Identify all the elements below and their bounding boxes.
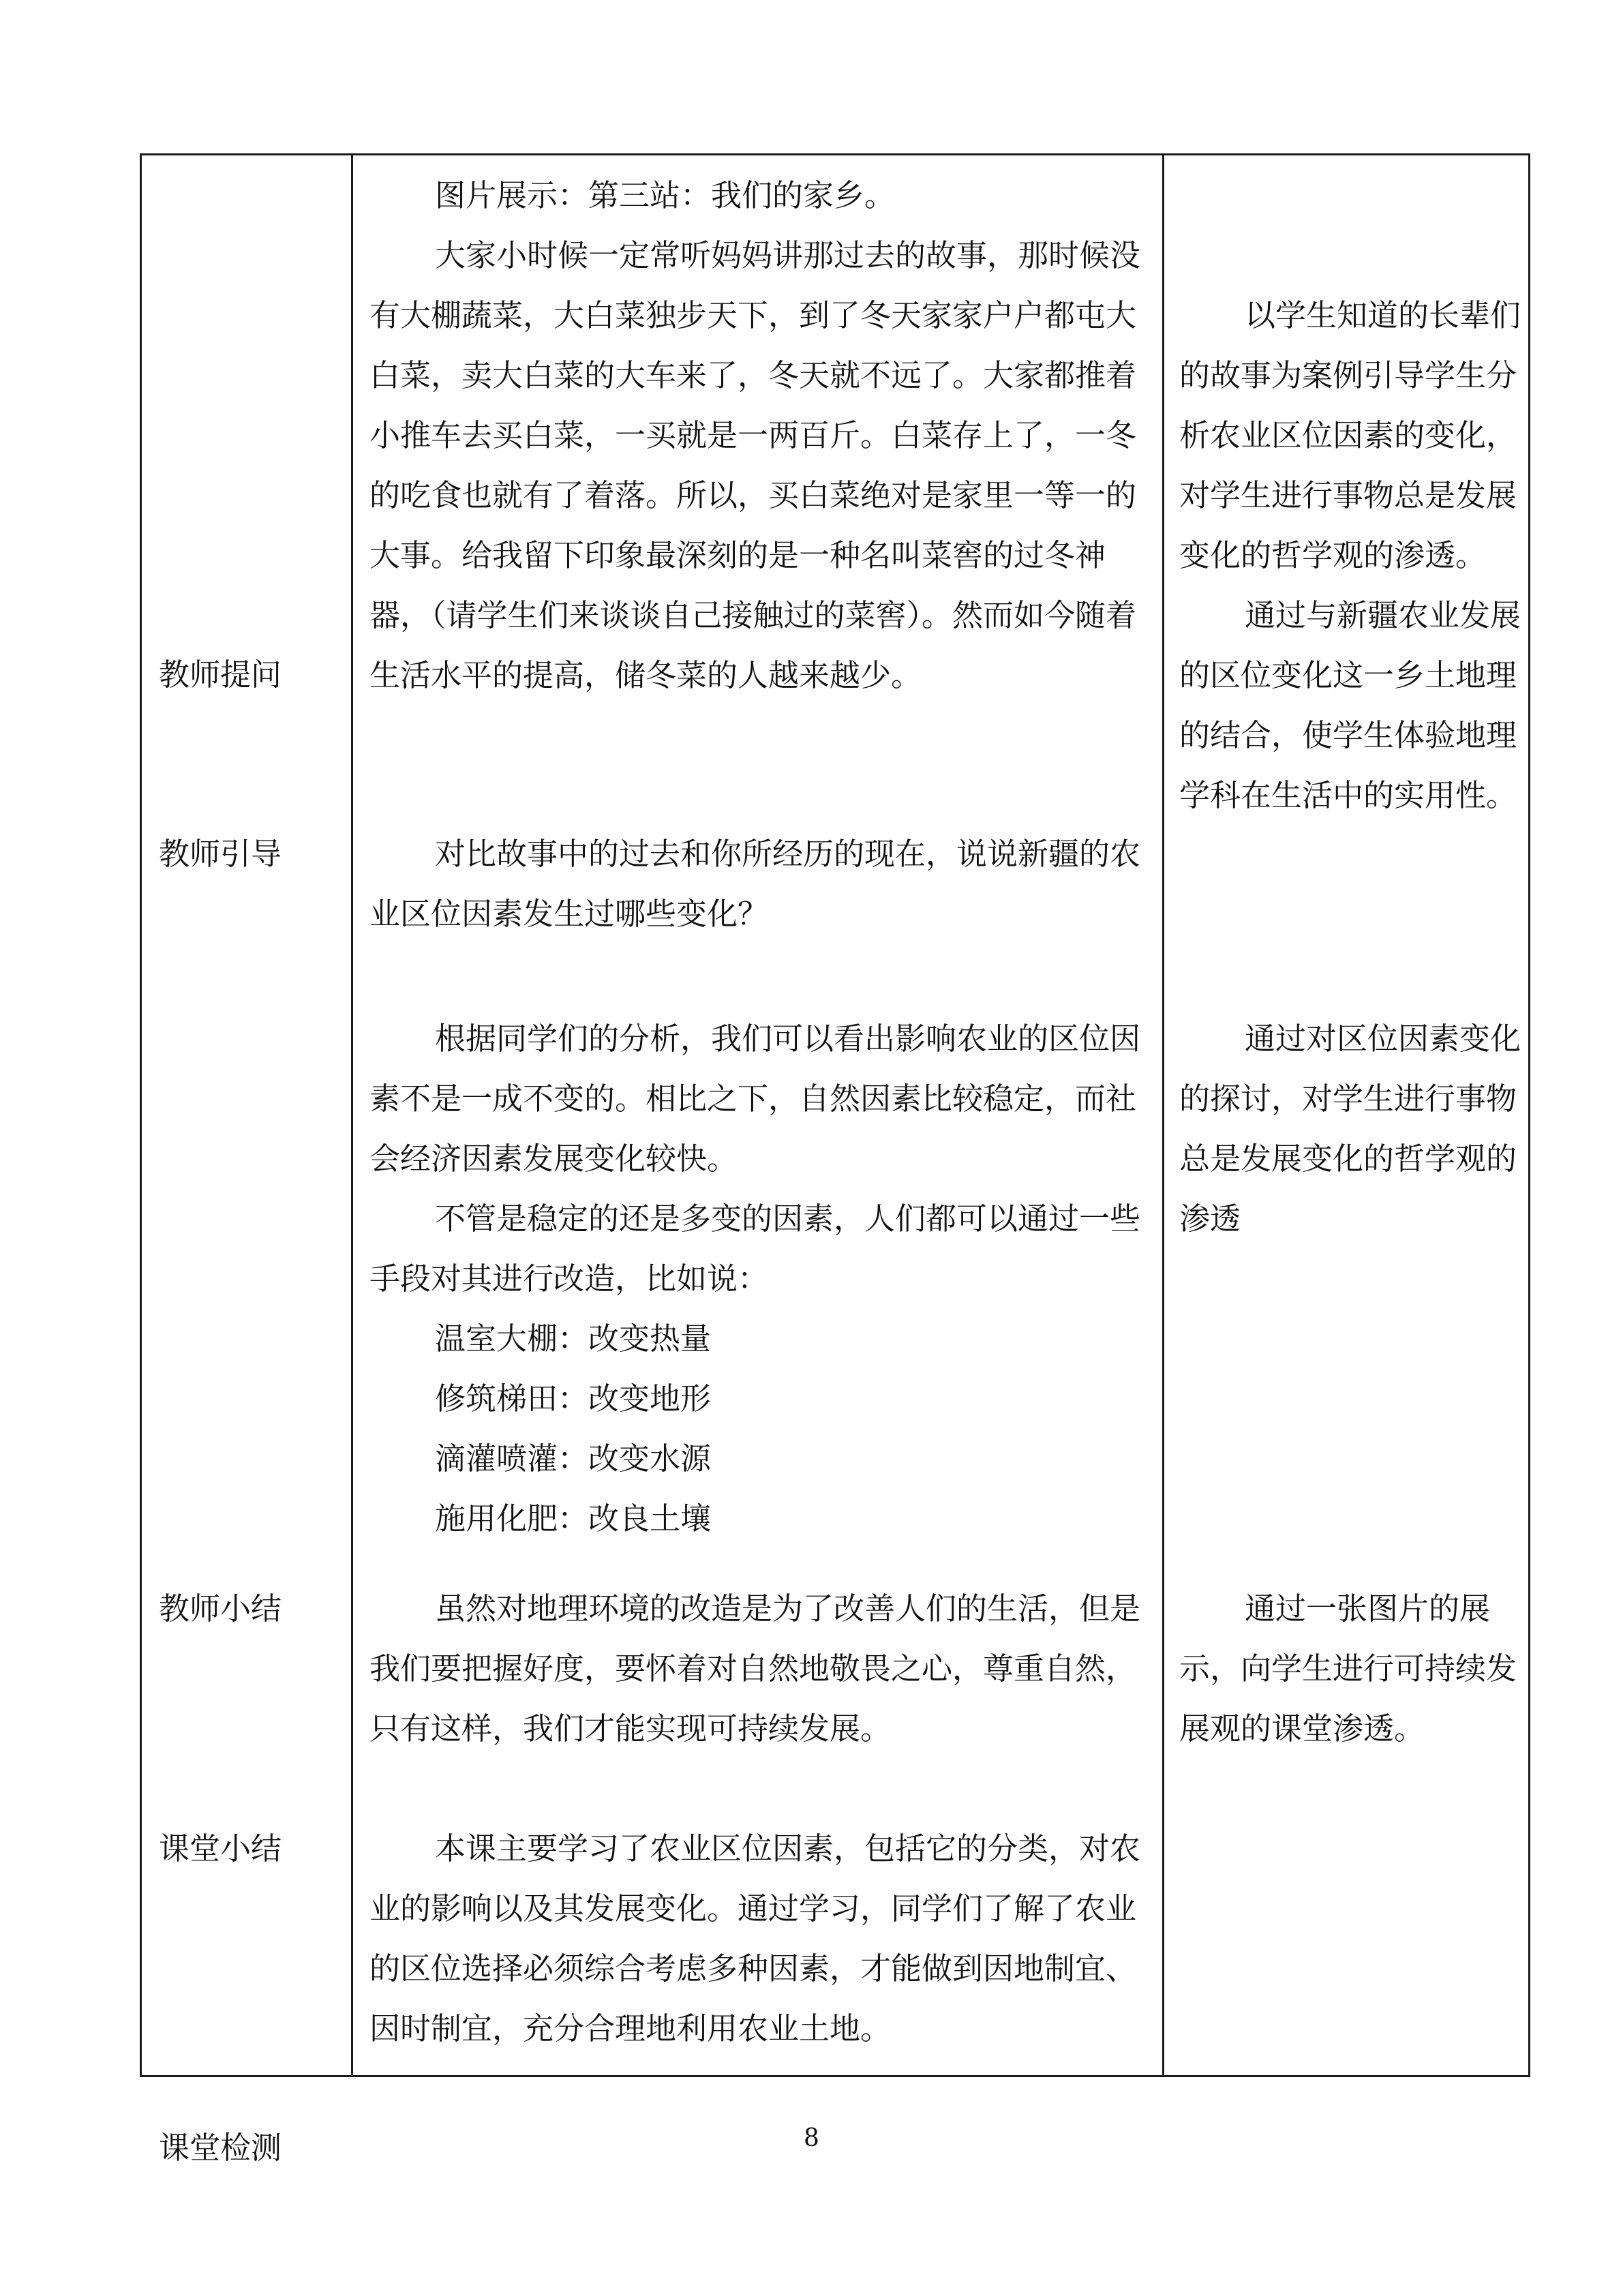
summary-paragraph-2: 不管是稳定的还是多变的因素，人们都可以通过一些手段对其进行改造，比如说： bbox=[369, 1200, 1141, 1297]
guide-question-text: 对比故事中的过去和你所经历的现在，说说新疆的农业区位因素发生过哪些变化？ bbox=[369, 836, 1141, 932]
guide-section bbox=[369, 824, 1153, 944]
story-paragraph: 大家小时候一定常听妈妈讲那过去的故事，那时候没有大棚蔬菜，大白菜独步天下，到了冬天家家户户都屯大白菜，卖大白菜的大车来了，冬天就不远了。大家都推着小推车去买白菜，一买就是一两百斤。白菜存上了，一冬的吃食也就有了着落。所以，买白菜绝对是家里一等一的大事。给我留下印象最深刻的是一种名叫菜窖的过冬神器，（请学生们来谈谈自己接触过的菜窖）。然而如今随着生活水平的提高，储冬菜的人越来越少。 bbox=[369, 237, 1141, 693]
harmony-paragraph: 虽然对地理环境的改造是为了改善人们的生活，但是我们要把握好度，要怀着对自然地敬畏之心，尊重自然，只有这样，我们才能实现可持续发展。 bbox=[369, 1590, 1141, 1747]
page-number: 8 bbox=[804, 2124, 819, 2152]
harmony-section bbox=[369, 1579, 1153, 1759]
class-summary-section bbox=[369, 1819, 1153, 2059]
story-section bbox=[369, 166, 1153, 706]
design-notes-bottom bbox=[1179, 1579, 1523, 1759]
summary-section bbox=[369, 1009, 1153, 1549]
lesson-plan-table bbox=[140, 153, 1530, 2166]
design-note-1: 以学生知道的长辈们的故事为案例引导学生分析农业区位因素的变化，对学生进行事物总是发展变化的哲学观的渗透。 bbox=[1179, 297, 1521, 573]
example-item: 施用化肥：改良土壤 bbox=[435, 1500, 712, 1537]
label-teacher-question: 教师提问 bbox=[159, 656, 282, 693]
example-item: 温室大棚：改变热量 bbox=[435, 1320, 712, 1357]
summary-paragraph-1: 根据同学们的分析，我们可以看出影响农业的区位因素不是一成不变的。相比之下，自然因素比较稳定，而社会经济因素发展变化较快。 bbox=[369, 1021, 1141, 1177]
label-teacher-guide: 教师引导 bbox=[159, 836, 282, 872]
label-class-summary: 课堂小结 bbox=[159, 1830, 282, 1867]
design-notes-middle bbox=[1179, 1009, 1523, 1249]
design-notes-top bbox=[1179, 286, 1523, 826]
class-summary-paragraph: 本课主要学习了农业区位因素，包括它的分类，对农业的影响以及其发展变化。通过学习，同学们了解了农业的区位选择必须综合考虑多种因素，才能做到因地制宜、因时制宜，充分合理地利用农业土地。 bbox=[369, 1830, 1141, 2046]
picture-intro-text: 图片展示：第三站：我们的家乡。 bbox=[435, 177, 896, 213]
label-class-test: 课堂检测 bbox=[159, 2130, 282, 2166]
column-divider-right bbox=[1162, 155, 1164, 2075]
example-item: 修筑梯田：改变地形 bbox=[435, 1380, 712, 1417]
column-divider-left bbox=[351, 155, 353, 2075]
design-note-3: 通过对区位因素变化的探讨，对学生进行事物总是发展变化的哲学观的渗透 bbox=[1179, 1021, 1521, 1237]
example-item: 滴灌喷灌：改变水源 bbox=[435, 1440, 712, 1477]
design-note-4: 通过一张图片的展示，向学生进行可持续发展观的课堂渗透。 bbox=[1179, 1590, 1517, 1747]
label-teacher-summary: 教师小结 bbox=[159, 1590, 282, 1627]
design-note-2: 通过与新疆农业发展的区位变化这一乡土地理的结合，使学生体验地理学科在生活中的实用性。 bbox=[1179, 597, 1521, 813]
